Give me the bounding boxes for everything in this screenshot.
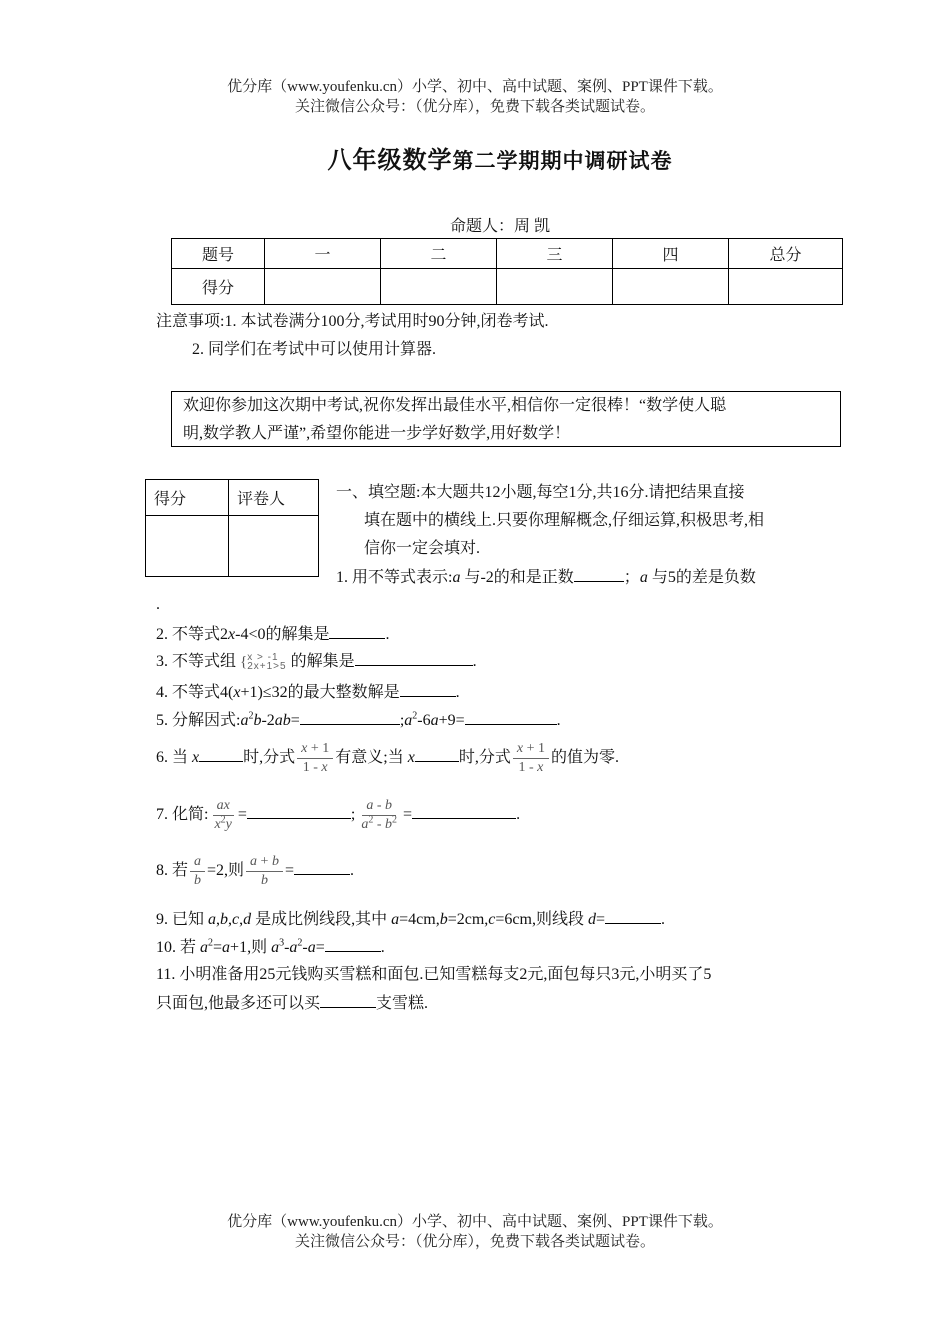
grader-reviewer-label: 评卷人 — [229, 480, 319, 516]
question-11: 11. 小明准备用25元钱购买雪糕和面包.已知雪糕每支2元,面包每只3元,小明买了5 — [156, 966, 712, 983]
score-header: 四 — [613, 239, 729, 269]
fraction: $\frac{x + 1}{1 - x}$ — [297, 740, 333, 777]
question-8: 8. 若 $\frac{a}{b}$ =2,则 $\frac{a + b}{b}$ = . — [156, 854, 354, 888]
score-header: 题号 — [172, 239, 265, 269]
section1-line-2: 填在题中的横线上.只要你理解概念,仔细运算,积极思考,相 — [364, 512, 765, 529]
question-9: 9. 已知 a,b,c,d 是成比例线段,其中 a=4cm,b=2cm,c=6cm,则线段 d= . — [156, 911, 666, 928]
question-2: 2. 不等式2x-4<0的解集是 . — [156, 626, 390, 643]
question-7: 7. 化简: $\frac{ax}{x^2y}$ = ; $\frac{a - b}{a^2 - b^2}$ = . — [156, 798, 521, 832]
section1-line-3: 信你一定会填对. — [364, 540, 481, 557]
answer-blank[interactable] — [199, 747, 243, 762]
answer-blank[interactable] — [605, 909, 661, 924]
inequality-system: x > -1 2x+1>5 — [247, 652, 287, 673]
score-header: 二 — [381, 239, 497, 269]
footer-line-2: 关注微信公众号：（优分库），免费下载各类试题试卷。 — [294, 1234, 655, 1250]
grader-score-cell[interactable] — [146, 516, 229, 577]
answer-blank[interactable] — [412, 804, 516, 819]
question-11-cont: 只面包,他最多还可以买 支雪糕. — [156, 995, 429, 1012]
grader-reviewer-cell[interactable] — [229, 516, 319, 577]
welcome-line-1: 欢迎你参加这次期中考试,祝你发挥出最佳水平,相信你一定很棒！“数学使人聪 — [183, 397, 727, 414]
answer-blank[interactable] — [320, 993, 376, 1008]
fraction: $\frac{a - b}{a^2 - b^2}$ — [361, 798, 398, 832]
score-cell[interactable] — [613, 269, 729, 305]
footer-line-1: 优分库（www.youfenku.cn）小学、初中、高中试题、案例、PPT课件下载。 — [227, 1214, 723, 1230]
question-1-cont: . — [156, 596, 160, 613]
answer-blank[interactable] — [465, 710, 557, 725]
score-cell[interactable] — [381, 269, 497, 305]
fraction: $\frac{a + b}{b}$ — [246, 853, 283, 890]
fraction: $\frac{x + 1}{1 - x}$ — [513, 740, 549, 777]
answer-blank[interactable] — [300, 710, 400, 725]
title-part-2: 第二学期期中调研试卷 — [452, 149, 673, 173]
answer-blank[interactable] — [415, 747, 459, 762]
section1-line-1: 一、填空题:本大题共12小题,每空1分,共16分.请把结果直接 — [336, 484, 745, 501]
score-cell[interactable] — [265, 269, 381, 305]
author-line: 命题人：周 凯 — [449, 218, 550, 235]
question-4: 4. 不等式4(x+1)≤32的最大整数解是 . — [156, 684, 460, 701]
header-line-2: 关注微信公众号：（优分库），免费下载各类试题试卷。 — [294, 99, 655, 115]
page-title — [0, 140, 950, 175]
score-row-label: 得分 — [172, 269, 265, 305]
score-header: 总分 — [729, 239, 843, 269]
question-1: 1. 用不等式表示:a 与-2的和是正数 ；a 与5的差是负数 — [336, 569, 756, 586]
answer-blank[interactable] — [294, 860, 350, 875]
grader-score-label: 得分 — [146, 480, 229, 516]
answer-blank[interactable] — [574, 567, 624, 582]
welcome-box — [171, 391, 841, 447]
score-header: 一 — [265, 239, 381, 269]
grader-table — [145, 479, 319, 577]
notes-line-1: 注意事项:1. 本试卷满分100分,考试用时90分钟,闭卷考试. — [156, 313, 549, 330]
fraction: $\frac{ax}{x^2y}$ — [214, 798, 232, 832]
score-cell[interactable] — [497, 269, 613, 305]
answer-blank[interactable] — [400, 682, 456, 697]
welcome-line-2: 明,数学教人严谨”,希望你能进一步学好数学,用好数学！ — [183, 425, 571, 442]
score-table — [171, 238, 843, 305]
question-3: 3. 不等式组 {x > -1 2x+1>5 的解集是 . — [156, 652, 477, 673]
answer-blank[interactable] — [355, 651, 473, 666]
answer-blank[interactable] — [329, 624, 385, 639]
fraction: $\frac{a}{b}$ — [190, 853, 205, 890]
notes-line-2: 2. 同学们在考试中可以使用计算器. — [192, 341, 437, 358]
question-6: 6. 当 x 时,分式 $\frac{x + 1}{1 - x}$ 有意义;当 x 时,分式 $\frac{x + 1}{1 - x}$ 的值为零. — [156, 741, 619, 775]
score-header: 三 — [497, 239, 613, 269]
answer-blank[interactable] — [247, 804, 351, 819]
brace-icon: { — [240, 654, 248, 670]
score-cell[interactable] — [729, 269, 843, 305]
title-part-1: 八年级数学 — [327, 148, 453, 174]
answer-blank[interactable] — [325, 937, 381, 952]
header-line-1: 优分库（www.youfenku.cn）小学、初中、高中试题、案例、PPT课件下载。 — [227, 79, 723, 95]
question-5: 5. 分解因式$:a^2b-2ab=$ $;a^2-6a+9=$ . — [156, 710, 561, 729]
question-10: 10. 若 $a^2=a+1$,则 $a^3-a^2-a=$ . — [156, 937, 385, 956]
